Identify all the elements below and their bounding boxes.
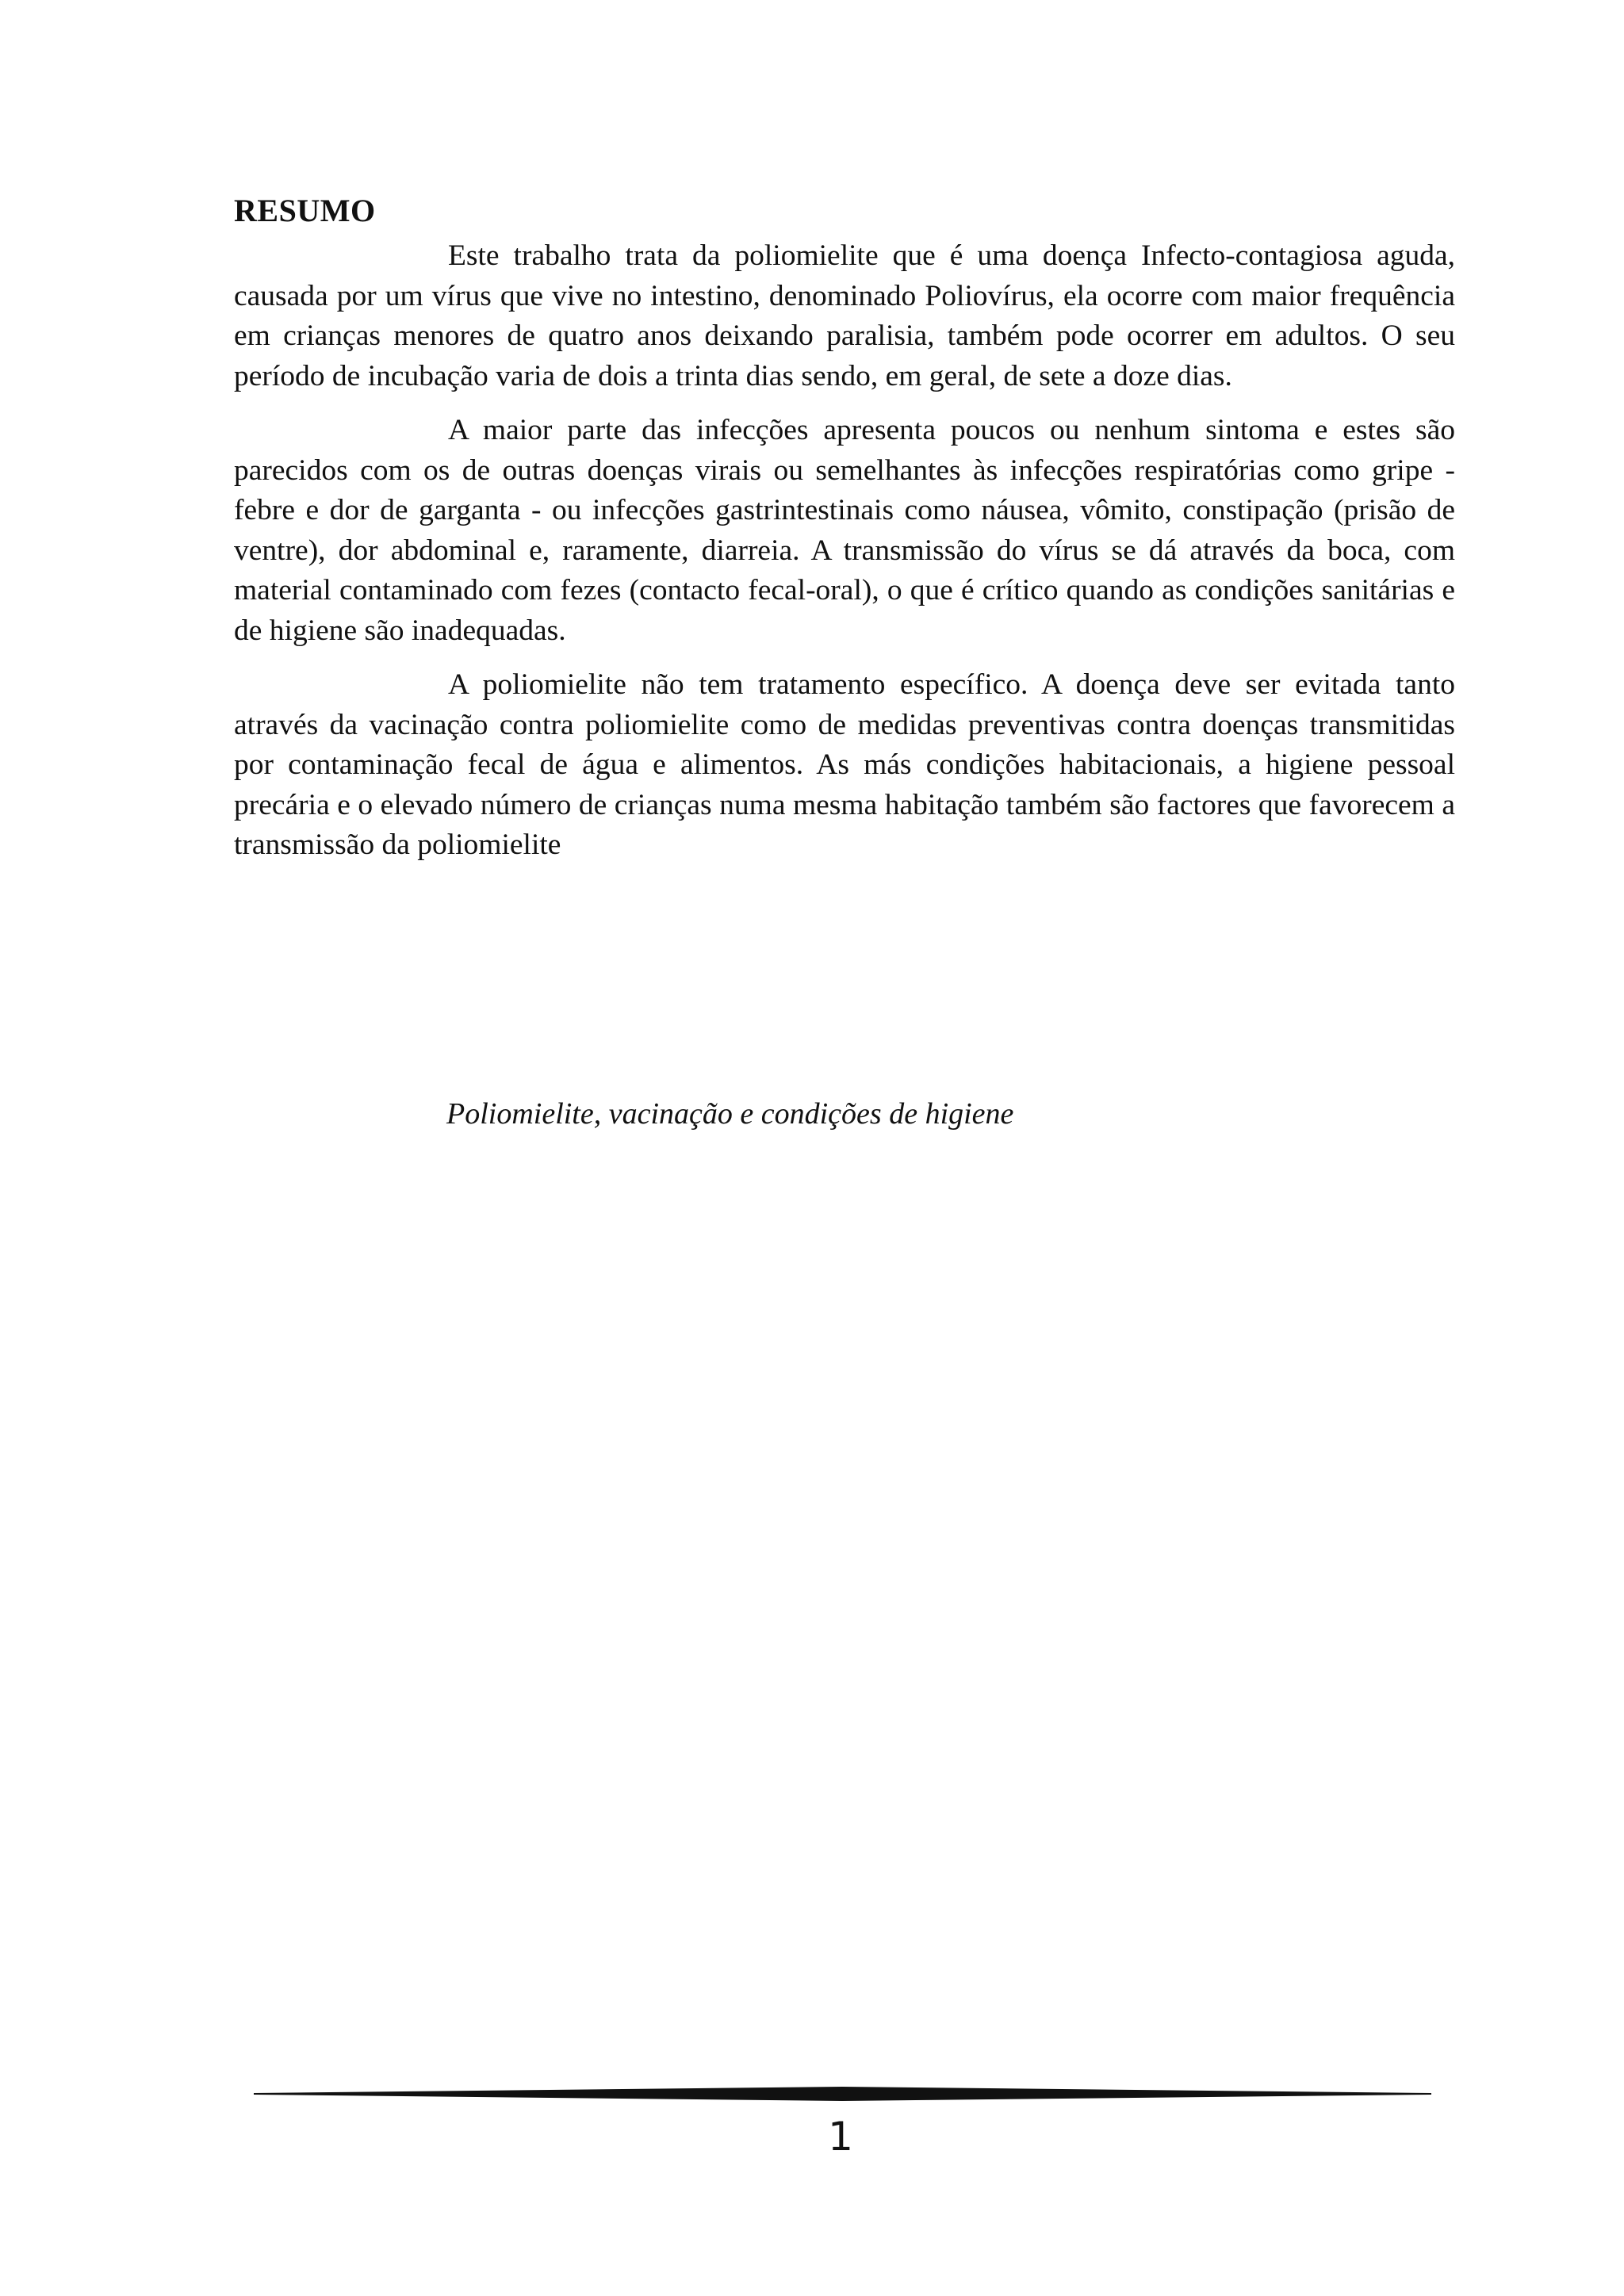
abstract-paragraph-3: A poliomielite não tem tratamento específico. A doença deve ser evitada tanto através da vacinação contra poliomielite como de medidas preventivas contra doenças transmitidas por contaminação fecal de água e alimentos. As más condições habitacionais, a higiene pessoal precária e o elevado número de crianças numa mesma habitação também são factores que favorecem a transmissão da poliomielite [234, 668, 1455, 861]
abstract-paragraph-2: A maior parte das infecções apresenta poucos ou nenhum sintoma e estes são parecidos com os de outras doenças virais ou semelhantes às infecções respiratórias como gripe - febre e dor de garganta - ou infecções gastrintestinais como náusea, vômito, constipação (prisão de ventre), dor abdominal e, raramente, diarreia. A transmissão do vírus se dá através da boca, com material contaminado com fezes (contacto fecal-oral), o que é crítico quando as condições sanitárias e de higiene são inadequadas. [234, 414, 1455, 647]
footer-divider [254, 2085, 1431, 2103]
page-content [234, 190, 1455, 880]
page-number: 1 [828, 2114, 853, 2160]
keywords: Poliomielite, vacinação e condições de higiene [446, 1097, 1014, 1131]
abstract-paragraph-1: Este trabalho trata da poliomielite que é uma doença Infecto-contagiosa aguda, causada por um vírus que vive no intestino, denominado Poliovírus, ela ocorre com maior frequência em crianças menores de quatro anos deixando paralisia, também pode ocorrer em adultos. O seu período de incubação varia de dois a trinta dias sendo, em geral, de sete a doze dias. [234, 239, 1455, 392]
section-heading: RESUMO [234, 193, 376, 228]
